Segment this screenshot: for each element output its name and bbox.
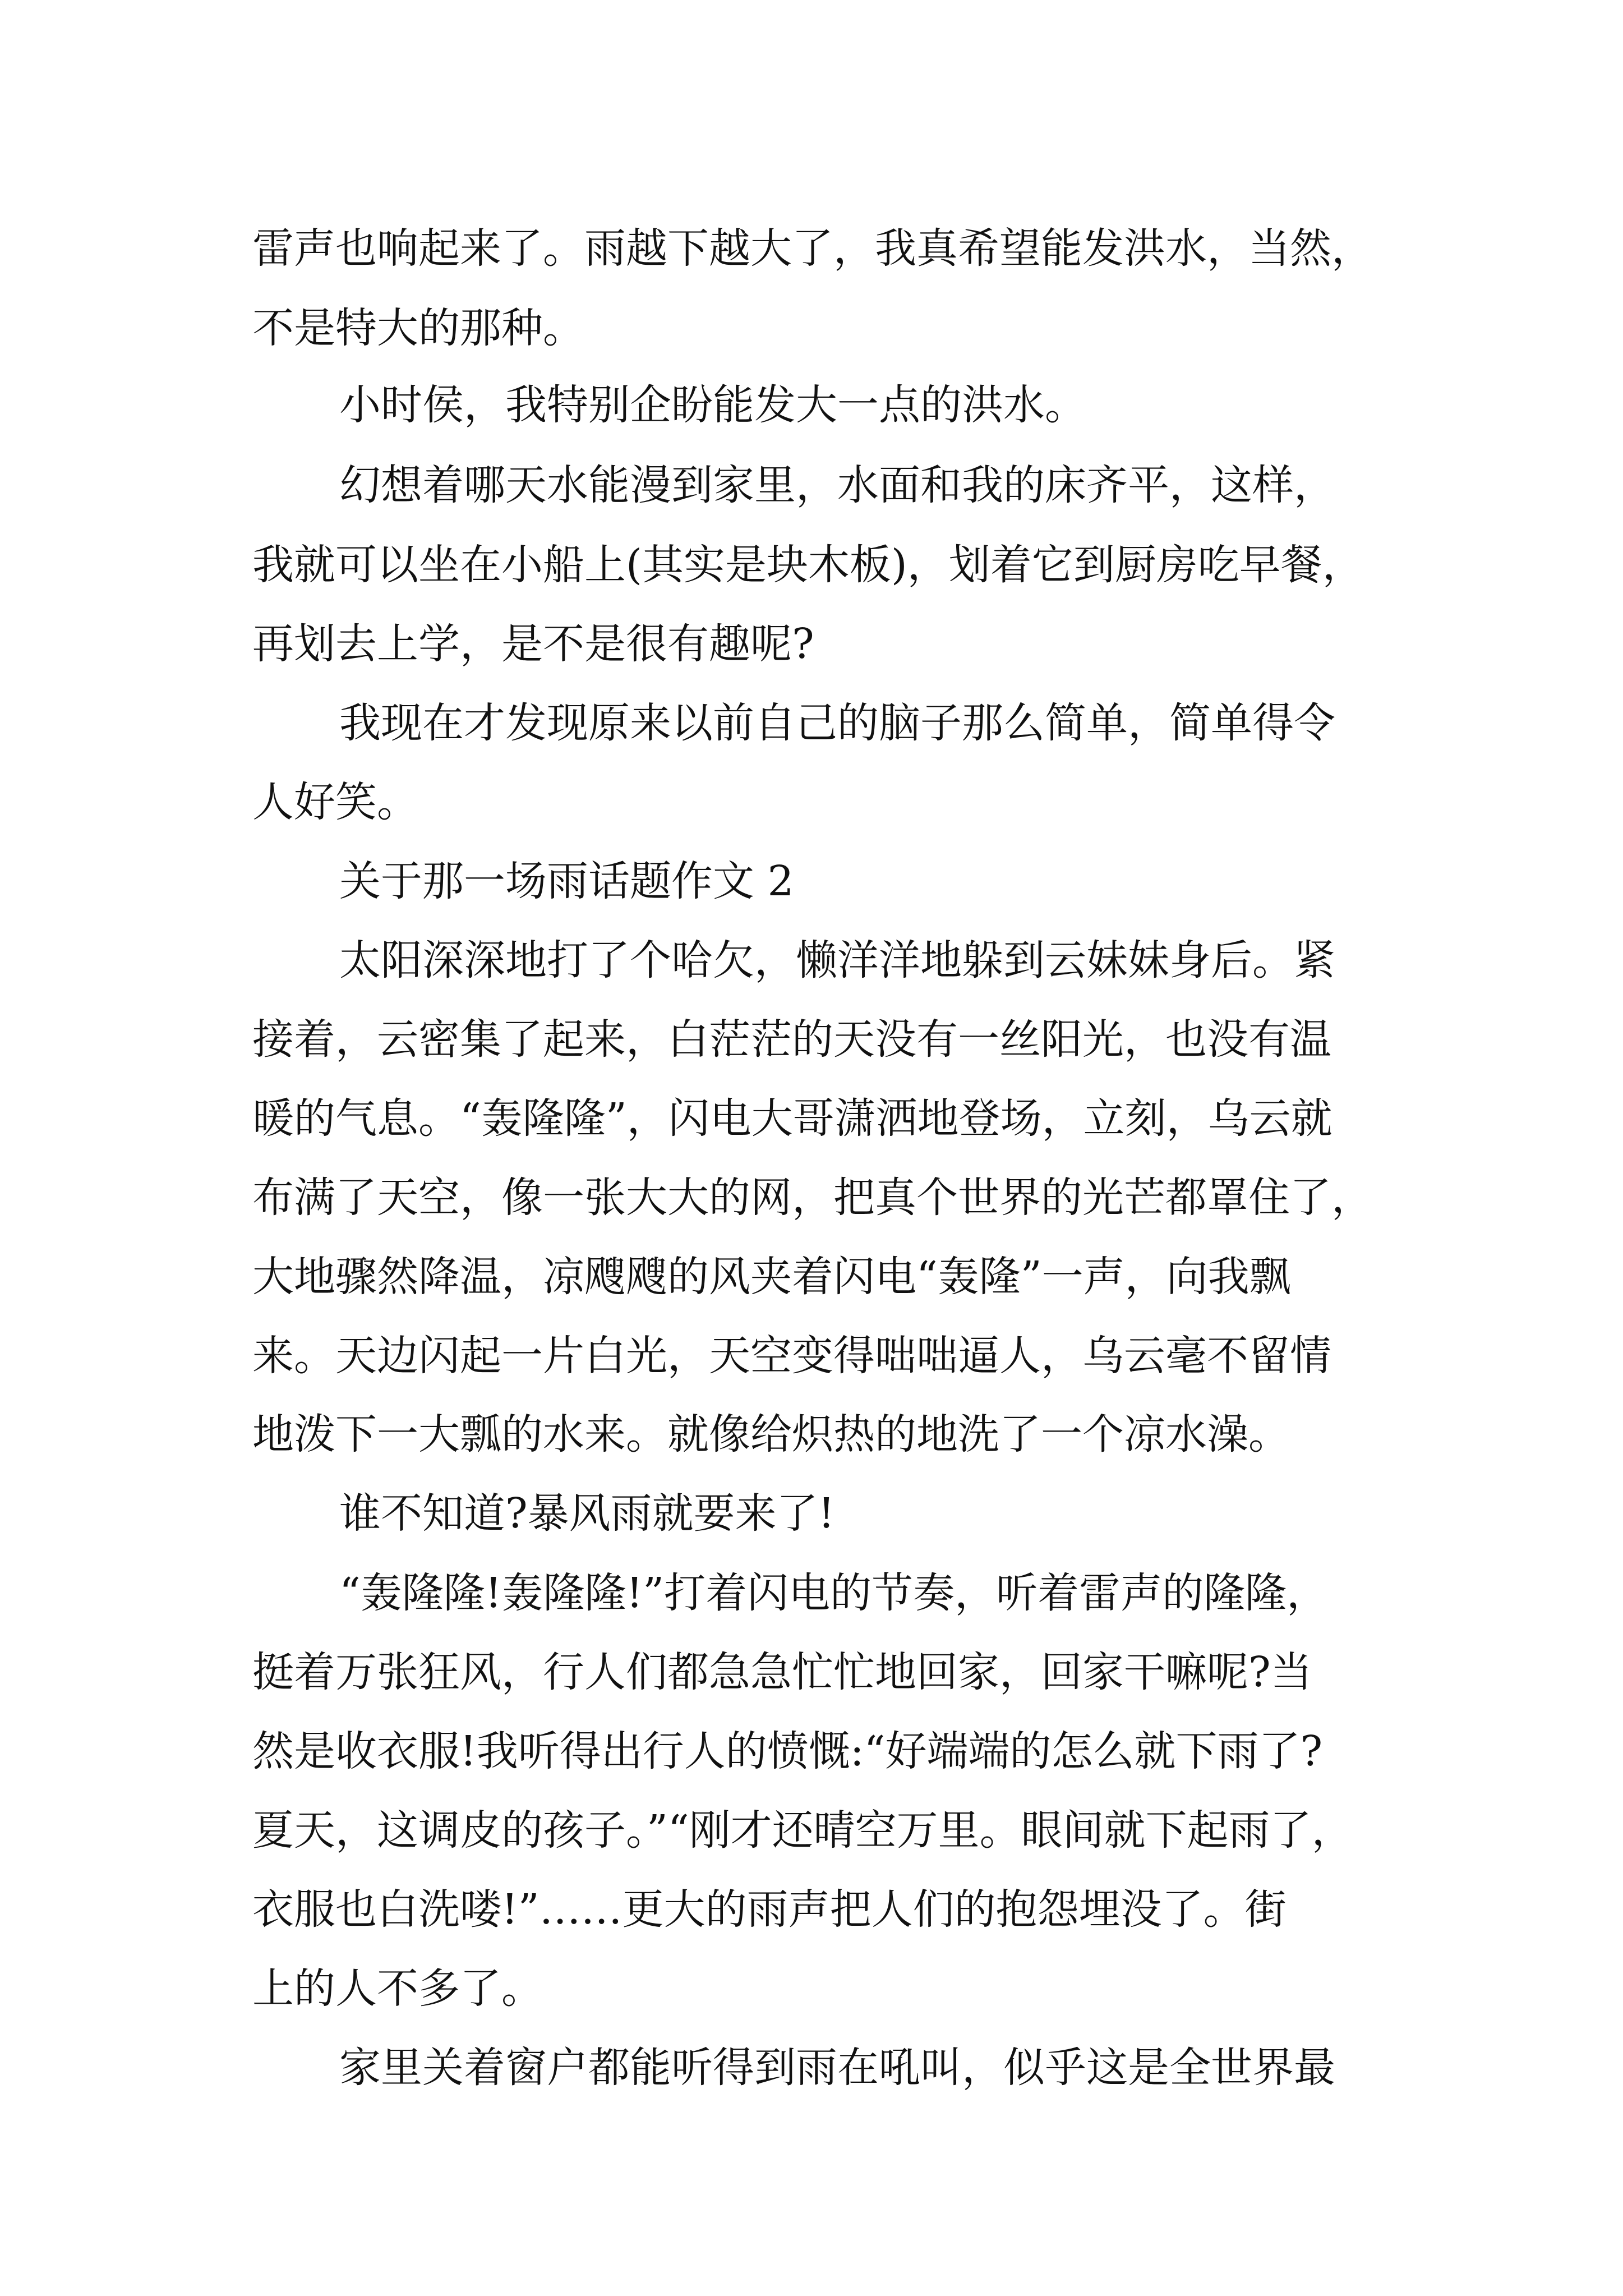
paragraph-start-line: 小时侯，我特别企盼能发大一点的洪水。 [339,381,1086,429]
text-line: 夏天，这调皮的孩子。”“刚才还晴空万里。眼间就下起雨了， [252,1806,1353,1855]
text-line: 上的人不多了。 [252,1964,543,2013]
text-line: 雷声也响起来了。雨越下越大了，我真希望能发洪水，当然， [252,224,1373,273]
text-line: 人好笑。 [252,778,418,826]
section-heading: 关于那一场雨话题作文 2 [339,857,794,905]
text-line: 布满了天空，像一张大大的网，把真个世界的光芒都罩住了， [252,1174,1373,1222]
text-line: 接着，云密集了起来，白茫茫的天没有一丝阳光，也没有温 [252,1015,1331,1064]
text-line: 我就可以坐在小船上(其实是块木板)，划着它到厨房吃早餐， [252,541,1364,589]
text-line: 大地骤然降温，凉飕飕的风夹着闪电“轰隆”一声，向我飘 [252,1253,1291,1301]
text-line: 然是收衣服!我听得出行人的愤慨:“好端端的怎么就下雨了? [252,1727,1323,1775]
paragraph-start-line: 幻想着哪天水能漫到家里，水面和我的床齐平，这样， [339,461,1335,509]
text-line: 来。天边闪起一片白光，天空变得咄咄逼人，乌云毫不留情 [252,1332,1331,1380]
text-line: 暖的气息。“轰隆隆”，闪电大哥潇洒地登场，立刻，乌云就 [252,1094,1332,1143]
paragraph-start-line: 家里关着窗户都能听得到雨在吼叫，似乎这是全世界最 [339,2044,1335,2092]
paragraph-start-line: “轰隆隆!轰隆隆!”打着闪电的节奏，听着雷声的隆隆， [339,1569,1329,1617]
paragraph-start-line: 我现在才发现原来以前自己的脑子那么简单，简单得令 [339,699,1335,747]
text-line: 衣服也白洗喽!”……更大的雨声把人们的抱怨埋没了。街 [252,1885,1287,1934]
paragraph-start-line: 谁不知道?暴风雨就要来了! [339,1489,835,1538]
text-line: 再划去上学，是不是很有趣呢? [252,620,814,668]
text-line: 地泼下一大瓢的水来。就像给炽热的地洗了一个凉水澡。 [252,1410,1290,1458]
text-line: 不是特大的那种。 [252,304,584,352]
text-line: 挺着万张狂风，行人们都急急忙忙地回家，回家干嘛呢?当 [252,1648,1312,1696]
paragraph-start-line: 太阳深深地打了个哈欠，懒洋洋地躲到云妹妹身后。紧 [339,936,1335,984]
